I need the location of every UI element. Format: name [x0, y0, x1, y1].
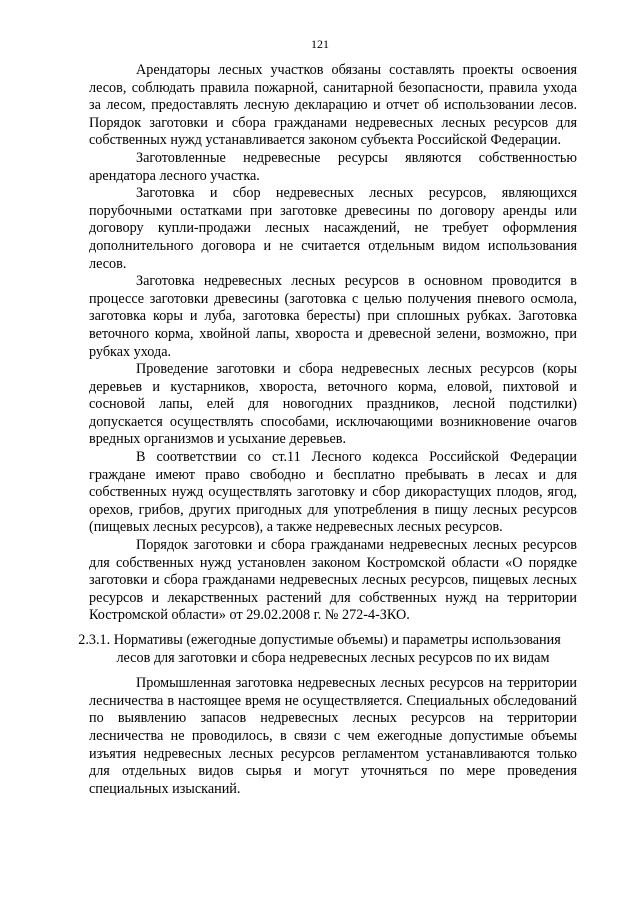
paragraph: В соответствии со ст.11 Лесного кодекса Российской Федерации граждане имеют право свободно и бесплатно пребывать в лесах и для собственных нужд осуществлять заготовку и сбор дикорастущих плодов, ягод, орехов, грибов, других пригодных для употребления в пищу лесных ресурсов (пищевых лесных ресурсов), а также недревесных лесных ресурсов.	[89, 449, 577, 536]
section-heading: 2.3.1. Нормативы (ежегодные допустимые объемы) и параметры использования лесов для заготовки и сбора недревесных лесных ресурсов по их видам	[78, 632, 561, 666]
paragraph: Промышленная заготовка недревесных лесных ресурсов на территории лесничества в настоящее время не осуществляется. Специальных обследований по выявлению запасов недревесных лесных ресурсов на территории лесничества не проводилось, в связи с чем ежегодные допустимые объемы изъятия недревесных лесных ресурсов регламентом устанавливаются только для отдельных видов сырья и могут уточняться по мере проведения специальных изысканий.	[89, 675, 577, 797]
paragraph: Арендаторы лесных участков обязаны составлять проекты освоения лесов, соблюдать правила пожарной, санитарной безопасности, правила ухода за лесом, предоставлять лесную декларацию и отчет об использовании лесов. Порядок заготовки и сбора гражданами недревесных лесных ресурсов для собственных нужд устанавливается законом субъекта Российской Федерации.	[89, 62, 577, 149]
paragraph: Проведение заготовки и сбора недревесных лесных ресурсов (коры деревьев и кустарников, хвороста, веточного корма, еловой, пихтовой и сосновой лапы, елей для новогодних праздников, лесной подстилки) допускается осуществлять способами, исключающими возникновение очагов вредных организмов и усыхание деревьев.	[89, 361, 577, 448]
page-number: 121	[311, 37, 329, 51]
page-body	[78, 62, 577, 798]
paragraph: Заготовленные недревесные ресурсы являются собственностью арендатора лесного участка.	[89, 149, 577, 184]
paragraph: Заготовка и сбор недревесных лесных ресурсов, являющихся порубочными остатками при заготовке древесины по договору аренды или договору купли-продажи лесных насаждений, не требует оформления дополнительного договора и не считается отдельным видом использования лесов.	[89, 185, 577, 272]
paragraph: Порядок заготовки и сбора гражданами недревесных лесных ресурсов для собственных нужд установлен законом Костромской области «О порядке заготовки и сбора гражданами недревесных лесных ресурсов, пищевых лесных ресурсов и лекарственных растений для собственных нужд на территории Костромской области» от 29.02.2008 г. № 272-4-ЗКО.	[89, 537, 577, 624]
paragraph: Заготовка недревесных лесных ресурсов в основном проводится в процессе заготовки древесины (заготовка с целью получения пневого осмола, заготовка коры и луба, заготовка бересты) при сплошных рубках. Заготовка веточного корма, хвойной лапы, хвороста и древесной зелени, возможно, при рубках ухода.	[89, 273, 577, 360]
